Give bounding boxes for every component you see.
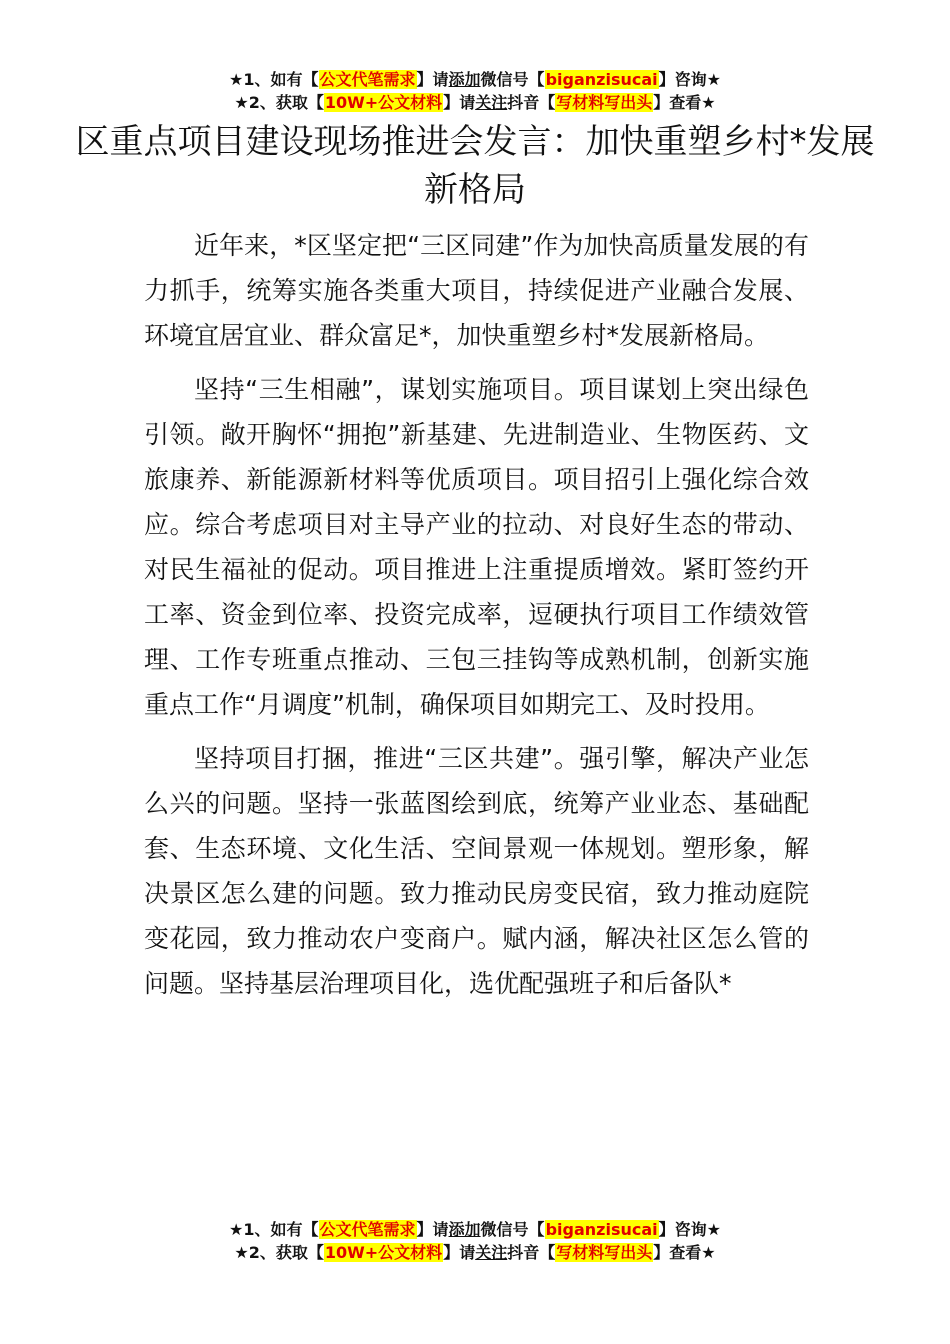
banner-text: 】请 xyxy=(416,1220,449,1239)
document-title: 区重点项目建设现场推进会发言：加快重塑乡村*发展新格局 xyxy=(75,122,875,210)
banner-emphasis: 关注 xyxy=(475,93,508,112)
banner-highlight: biganzisucai xyxy=(545,70,658,89)
banner-text: 】查看★ xyxy=(653,1243,716,1262)
banner-text: 】咨询★ xyxy=(658,70,721,89)
banner-line-2 xyxy=(0,1241,950,1264)
banner-emphasis: 添加 xyxy=(448,1220,481,1239)
banner-emphasis: 添加 xyxy=(448,70,481,89)
banner-text: 微信号【 xyxy=(480,1220,545,1239)
banner-text: 】请 xyxy=(443,1243,476,1262)
paragraph: 坚持项目打捆，推进“三区共建”。强引擎，解决产业怎么兴的问题。坚持一张蓝图绘到底，统筹产业业态、基础配套、生态环境、文化生活、空间景观一体规划。塑形象，解决景区怎么建的问题。致力推动民房变民宿，致力推动庭院变花园，致力推动农户变商户。赋内涵，解决社区怎么管的问题。坚持基层治理项目化，选优配强班子和后备队* xyxy=(144,744,809,998)
paragraph: 近年来，*区坚定把“三区同建”作为加快高质量发展的有力抓手，统筹实施各类重大项目，持续促进产业融合发展、环境宜居宜业、群众富足*，加快重塑乡村*发展新格局。 xyxy=(144,231,809,350)
banner-highlight: 写材料写出头 xyxy=(556,93,653,112)
banner-text: 抖音【 xyxy=(507,93,556,112)
banner-text: ★2、获取【 xyxy=(234,93,324,112)
banner-text: 微信号【 xyxy=(480,70,545,89)
banner-text: 】请 xyxy=(416,70,449,89)
banner-line-2 xyxy=(0,91,950,114)
banner-highlight: biganzisucai xyxy=(545,1220,658,1239)
banner-text: 抖音【 xyxy=(507,1243,556,1262)
banner-text: ★2、获取【 xyxy=(234,1243,324,1262)
banner-line-1 xyxy=(0,68,950,91)
banner-highlight: 10W+公文材料 xyxy=(324,1243,443,1262)
banner-text: 】查看★ xyxy=(653,93,716,112)
paragraph: 坚持“三生相融”，谋划实施项目。项目谋划上突出绿色引领。敞开胸怀“拥抱”新基建、先进制造业、生物医药、文旅康养、新能源新材料等优质项目。项目招引上强化综合效应。综合考虑项目对主导产业的拉动、对良好生态的带动、对民生福祉的促动。项目推进上注重提质增效。紧盯签约开工率、资金到位率、投资完成率，逗硬执行项目工作绩效管理、工作专班重点推动、三包三挂钩等成熟机制，创新实施重点工作“月调度”机制，确保项目如期完工、及时投用。 xyxy=(144,375,809,719)
footer-banner xyxy=(0,1218,950,1264)
banner-line-1 xyxy=(0,1218,950,1241)
banner-text: 】咨询★ xyxy=(658,1220,721,1239)
banner-highlight: 公文代笔需求 xyxy=(319,70,416,89)
document-body xyxy=(144,223,809,1015)
header-banner xyxy=(0,68,950,114)
banner-highlight: 10W+公文材料 xyxy=(324,93,443,112)
banner-text: ★1、如有【 xyxy=(229,1220,319,1239)
banner-highlight: 公文代笔需求 xyxy=(319,1220,416,1239)
banner-highlight: 写材料写出头 xyxy=(556,1243,653,1262)
banner-text: ★1、如有【 xyxy=(229,70,319,89)
banner-text: 】请 xyxy=(443,93,476,112)
banner-emphasis: 关注 xyxy=(475,1243,508,1262)
